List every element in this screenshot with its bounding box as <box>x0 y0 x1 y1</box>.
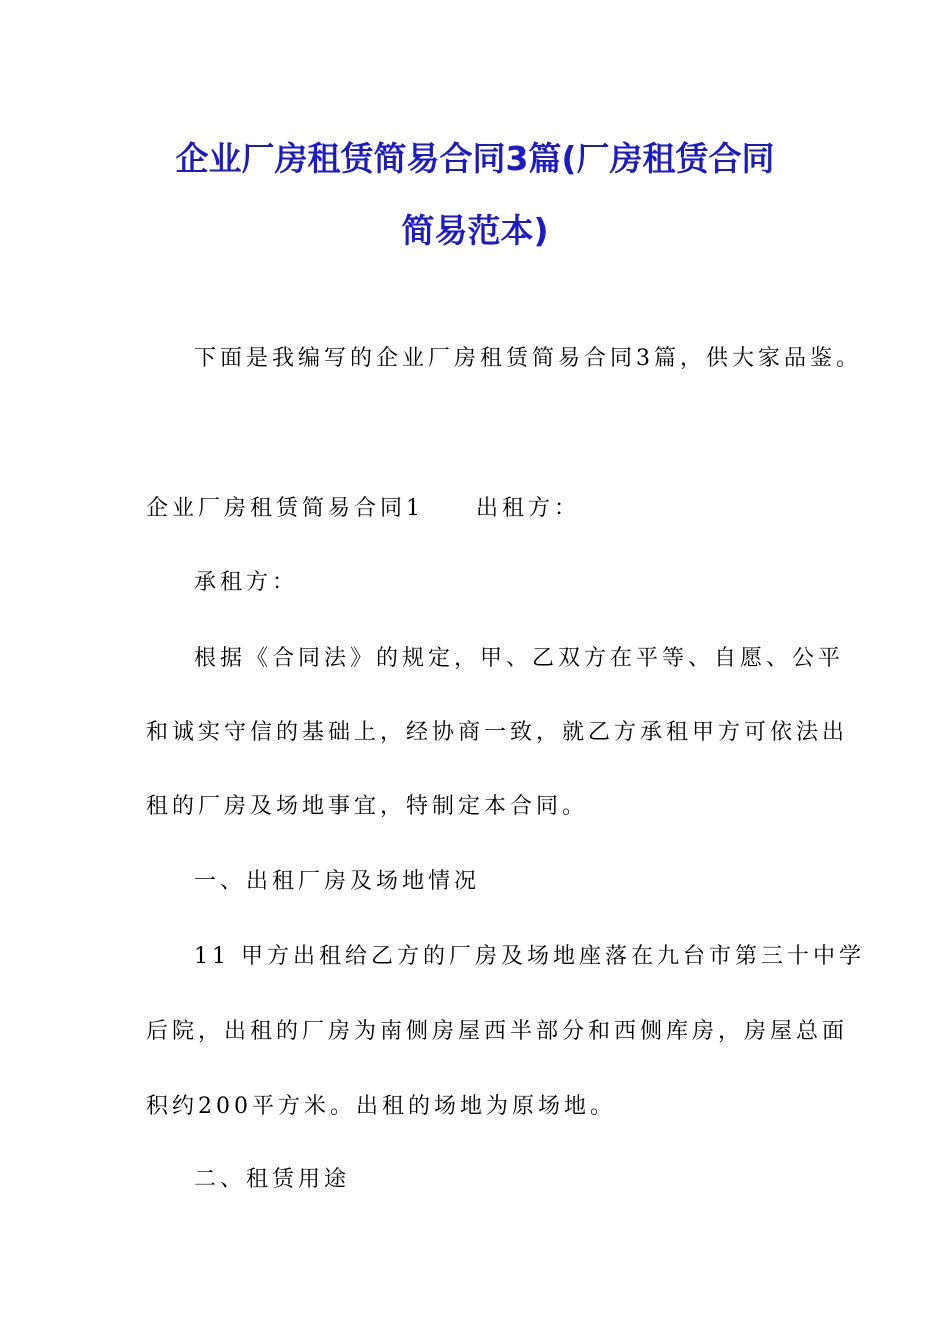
lessor-label: 出租方： <box>476 496 581 521</box>
paragraph-1-line-1: 根据《合同法》的规定，甲、乙双方在平等、自愿、公平 <box>194 646 845 671</box>
paragraph-1-line-2: 和诚实守信的基础上，经协商一致，就乙方承租甲方可依法出 <box>146 720 849 745</box>
document-title-line-2: 简易范本) <box>401 211 549 250</box>
contract-heading-row <box>146 498 580 520</box>
paragraph-2-line-1: 11 甲方出租给乙方的厂房及场地座落在九台市第三十中学 <box>194 944 865 969</box>
document-title-line-1: 企业厂房租赁简易合同3篇(厂房租赁合同 <box>175 139 775 178</box>
paragraph-2-line-3: 积约200平方米。出租的场地为原场地。 <box>146 1094 616 1119</box>
paragraph-1-line-3: 租的厂房及场地事宜，特制定本合同。 <box>146 794 589 819</box>
section-2-heading: 二、租赁用途 <box>194 1167 351 1192</box>
paragraph-2-line-2: 后院，出租的厂房为南侧房屋西半部分和西侧库房，房屋总面 <box>146 1019 849 1044</box>
section-1-heading: 一、出租厂房及场地情况 <box>194 869 481 894</box>
contract-heading: 企业厂房租赁简易合同1 <box>146 496 424 521</box>
intro-paragraph: 下面是我编写的企业厂房租赁简易合同3篇，供大家品鉴。 <box>194 346 862 371</box>
lessee-label: 承租方： <box>194 570 299 595</box>
